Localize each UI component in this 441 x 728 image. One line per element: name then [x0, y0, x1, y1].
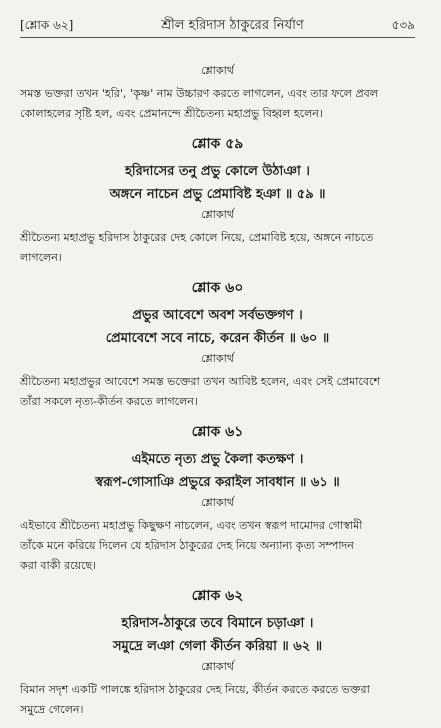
- paragraph-line: তাঁরা সকলে নৃত্য-কীর্তন করতে লাগলেন।: [20, 395, 198, 408]
- translation-paragraph: [20, 680, 415, 720]
- verse-line: অঙ্গনে নাচেন প্রভু প্রেমাবিষ্ট হঞা ॥ ৫৯ ॥: [109, 187, 326, 202]
- translation-paragraph: [20, 516, 415, 576]
- translation-paragraph: [20, 228, 415, 268]
- verse-line: সমুদ্রে লঞা গেলা কীর্তন করিয়া ॥ ৬২ ॥: [112, 639, 323, 654]
- verse-text: [20, 448, 415, 494]
- verse-line: স্বরূপ-গোসাঞি প্রভুরে করাইল সাবধান ॥ ৬১ ॥: [95, 475, 340, 490]
- translation-paragraph: [20, 372, 415, 412]
- verse-number-heading: শ্লোক ৬০: [191, 280, 244, 296]
- verse-line: প্রেমাবেশে সবে নাচে, করেন কীর্তন ॥ ৬০ ॥: [105, 331, 330, 346]
- paragraph-line: এইভাবে শ্রীচৈতন্য মহাপ্রভু কিছুক্ষণ নাচলেন, এবং তখন স্বরূপ দামোদর গোস্বামী: [20, 519, 363, 532]
- paragraph-line: সমস্ত ভক্তরা তখন 'হরি', 'কৃষ্ণ' নাম উচ্চারণ করতে লাগলেন, এবং তার ফলে প্রবল: [20, 87, 378, 100]
- header-rule: [20, 37, 415, 38]
- paragraph-line: কোলাহলের সৃষ্টি হল, এবং প্রেমানন্দে শ্রীচৈতন্য মহাপ্রভু বিহ্বল হলেন।: [20, 107, 323, 120]
- paragraph-line: শ্রীচৈতন্য মহাপ্রভু হরিদাস ঠাকুরের দেহ কোলে নিয়ে, প্রেমাবিষ্ট হয়ে, অঙ্গনে নাচতে: [20, 231, 374, 244]
- page-body: [20, 62, 415, 728]
- verse-number-heading: শ্লোক ৬২: [191, 588, 244, 604]
- paragraph-line: করা বাকী রয়েছে।: [20, 559, 97, 572]
- translation-label: শ্লোকার্থ: [201, 64, 234, 77]
- translation-label: শ্লোকার্থ: [201, 352, 234, 365]
- verse-line: হরিদাস-ঠাকুরে তবে বিমানে চড়াঞা ।: [121, 616, 314, 631]
- paragraph-line: তাঁকে মনে করিয়ে দিলেন যে হরিদাস ঠাকুরের দেহ নিয়ে অন্যান্য কৃত্য সম্পাদন: [20, 539, 354, 552]
- verse-reference: [শ্লোক ৬২]: [20, 18, 74, 32]
- translation-label: শ্লোকার্থ: [201, 208, 234, 221]
- verse-line: হরিদাসের তনু প্রভু কোলে উঠাঞা ।: [125, 164, 310, 179]
- translation-label: শ্লোকার্থ: [201, 660, 234, 673]
- paragraph-line: লাগলেন।: [20, 251, 62, 264]
- paragraph-line: শ্রীচৈতন্য মহাপ্রভুর আবেশে সমস্ত ভক্তেরা তখন আবিষ্ট হলেন, এবং সেই প্রেমাবেশে: [20, 375, 380, 388]
- verse-number-heading: শ্লোক ৫৯: [191, 136, 244, 152]
- page-number: ৫৩৯: [391, 18, 415, 32]
- verse-text: [20, 304, 415, 350]
- translation-label: শ্লোকার্থ: [201, 496, 234, 509]
- verse-line: প্রভুর আবেশে অবশ সর্বভক্তগণ ।: [132, 308, 303, 323]
- verse-line: এইমতে নৃত্য প্রভু কৈলা কতক্ষণ ।: [131, 452, 304, 467]
- verse-number-heading: শ্লোক ৬১: [191, 424, 244, 440]
- translation-paragraph: [20, 84, 415, 124]
- chapter-title: শ্রীল হরিদাস ঠাকুরের নির্যাণ: [161, 18, 304, 33]
- verse-text: [20, 612, 415, 658]
- paragraph-line: বিমান সদৃশ একটি পালঙ্কে হরিদাস ঠাকুরের দেহ নিয়ে, কীর্তন করতে করতে ভক্তরা: [20, 683, 370, 696]
- verse-text: [20, 160, 415, 206]
- running-header: [20, 16, 415, 37]
- paragraph-line: সমুদ্রে গেলেন।: [20, 703, 84, 716]
